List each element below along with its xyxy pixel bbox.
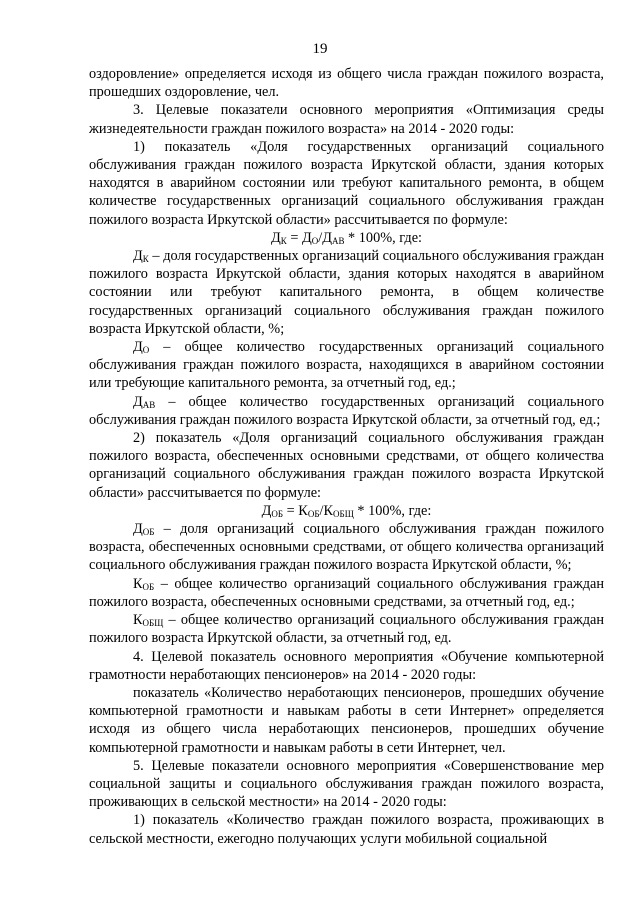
document-body xyxy=(89,65,604,848)
paragraph: 2) показатель «Доля организаций социального обслуживания граждан пожилого возраста, обеспеченных основными средствами, от общего количества организаций социального обслуживания граждан пожилого возраста Иркутской области» рассчитывается по формуле: xyxy=(89,430,604,501)
paragraph: 5. Целевые показатели основного мероприятия «Совершенствование мер социальной защиты и социального обслуживания граждан пожилого возраста, проживающих в сельской местности» на 2014 - 2020 годы: xyxy=(89,757,604,811)
formula-line: $Д_К = Д_О/Д_{АВ} * 100\%$, где: xyxy=(270,229,423,246)
paragraph: $К_{ОБЩ}$ – общее количество организаций социального обслуживания граждан пожилого возраста Иркутской области, за отчетный год, ед. xyxy=(89,612,604,647)
paragraph: $Д_{АВ}$ – общее количество государственных организаций социального обслуживания граждан пожилого возраста Иркутской области, за отчетный год, ед.; xyxy=(89,393,604,428)
paragraph: 1) показатель «Доля государственных организаций социального обслуживания граждан пожилого возраста Иркутской области, здания которых находятся в аварийном состоянии или требуют капитального ремонта, в общем количестве государственных организаций социального обслуживания граждан пожилого возраста Иркутской области» рассчитывается по формуле: xyxy=(89,138,604,228)
paragraph: $Д_О$ – общее количество государственных организаций социального обслуживания граждан пожилого возраста, находящихся в аварийном состоянии или требующие капитального ремонта, за отчетный год, ед.; xyxy=(89,339,604,392)
paragraph: $Д_{ОБ}$ – доля организаций социального обслуживания граждан пожилого возраста, обеспеченных основными средствами, от общего количества организаций социального обслуживания граждан пожилого возраста Иркутской области, %; xyxy=(89,521,604,574)
paragraph: $Д_К$ – доля государственных организаций социального обслуживания граждан пожилого возраста Иркутской области, здания которых находятся в аварийном состоянии или требуют капитального ремонта, в общем количестве государственных организаций социального обслуживания граждан пожилого возраста Иркутской области, %; xyxy=(89,248,604,337)
paragraph: оздоровление» определяется исходя из общего числа граждан пожилого возраста, прошедших оздоровление, чел. xyxy=(89,66,604,101)
paragraph: 4. Целевой показатель основного мероприятия «Обучение компьютерной грамотности неработающих пенсионеров» на 2014 - 2020 годы: xyxy=(89,648,604,683)
page-number: 19 xyxy=(312,41,328,57)
paragraph: показатель «Количество неработающих пенсионеров, прошедших обучение компьютерной грамотности и навыкам работы в сети Интернет» определяется исходя из общего числа неработающих пенсионеров, прошедших обучение компьютерной грамотности и навыкам работы в сети Интернет, чел. xyxy=(89,684,604,756)
paragraph: $К_{ОБ}$ – общее количество организаций социального обслуживания граждан пожилого возраста, обеспеченных основными средствами, за отчетный год, ед.; xyxy=(89,575,604,610)
paragraph: 1) показатель «Количество граждан пожилого возраста, проживающих в сельской местности, ежегодно получающих услуги мобильной социальной xyxy=(89,812,604,847)
paragraph: 3. Целевые показатели основного мероприятия «Оптимизация среды жизнедеятельности граждан пожилого возраста» на 2014 - 2020 годы: xyxy=(89,102,604,137)
formula-line: $Д_{ОБ} = К_{ОБ}/К_{ОБЩ} * 100\%$, где: xyxy=(261,502,432,519)
